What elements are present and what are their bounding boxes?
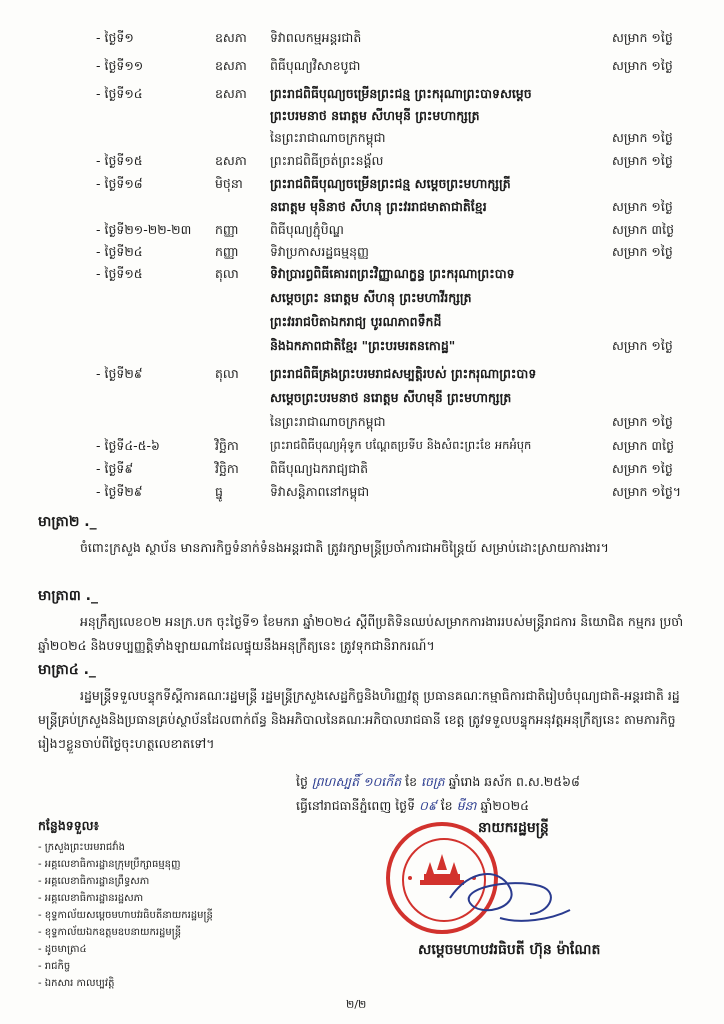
schedule-row: [0, 266, 724, 288]
recipient-item: - ខុទ្ទកាល័យឯកឧត្តមឧបនាយករដ្ឋមន្ត្រី: [38, 927, 182, 938]
place-date-prefix: ធ្វើនៅរាជធានីភ្នំពេញ ថ្ងៃទី: [296, 798, 416, 813]
place-month-handwritten: មីនា: [456, 798, 477, 813]
schedule-row: [0, 222, 724, 244]
schedule-row: [0, 484, 724, 506]
lunar-year-text: ឆ្នាំរោង ឆស័ក ព.ស.២៥៦៨: [448, 774, 580, 789]
schedule-duration: សម្រាក ៣ថ្ងៃ: [612, 222, 675, 237]
lunar-date-prefix: ថ្ងៃ: [296, 774, 308, 789]
schedule-duration: សម្រាក ១ថ្ងៃ: [612, 58, 673, 73]
schedule-description-continued: នរោត្តម មុនិនាថ សីហនុ ព្រះវររាជមាតាជាតិខ្មែរ: [270, 199, 487, 214]
article-4-heading: មាត្រា៤ ._: [38, 662, 96, 678]
schedule-month: កញ្ញា: [215, 222, 239, 237]
recipient-item: - ក្រសួងព្រះបរមរាជវាំង: [38, 842, 125, 853]
signatory-name: សម្តេចមហាបវរធិបតី ហ៊ុន ម៉ាណែត: [418, 942, 601, 958]
schedule-description: ទិវាប្រកាសរដ្ឋធម្មនុញ្ញ: [270, 244, 369, 259]
schedule-row: [0, 461, 724, 483]
schedule-month: កញ្ញា: [215, 244, 239, 259]
schedule-description: ព្រះរាជពិធីបុណ្យចម្រើនព្រះជន្ម សម្តេចព្រះមហាក្សត្រី: [270, 176, 511, 191]
schedule-day: - ថ្ងៃទី១៥: [96, 266, 143, 281]
schedule-description: ពិធីបុណ្យភ្ជុំបិណ្ឌ: [270, 222, 344, 237]
recipient-item: - ដូចមាត្រា៤: [38, 944, 87, 955]
schedule-duration: សម្រាក ១ថ្ងៃ: [612, 414, 673, 429]
schedule-row: [0, 153, 724, 175]
place-year: ឆ្នាំ២០២៤: [480, 798, 529, 813]
schedule-month: ឧសភា: [215, 86, 247, 101]
schedule-month: ធ្នូ: [215, 484, 223, 499]
schedule-day: - ថ្ងៃទី២១-២២-២៣: [96, 222, 192, 237]
schedule-description-continued: សម្តេចព្រះបរមនាថ នរោត្តម សីហមុនី ព្រះមហាក្សត្រ: [270, 390, 512, 405]
article-2-heading: មាត្រា២ ._: [38, 514, 97, 530]
place-day-handwritten: ០៩: [419, 798, 437, 813]
schedule-description: ព្រះរាជពិធីបុណ្យអុំទូក បណ្តែតប្រទីប និងសំពះព្រះខែ អកអំបុក: [270, 438, 532, 452]
schedule-month: ឧសភា: [215, 30, 247, 45]
signatory-title: នាយករដ្ឋមន្ត្រី: [478, 820, 549, 836]
schedule-row: [0, 30, 724, 52]
schedule-description-continued: នៃព្រះរាជាណាចក្រកម្ពុជា: [270, 414, 386, 429]
place-month-label: ខែ: [440, 798, 453, 813]
handwritten-signature-icon: [440, 858, 580, 938]
recipient-item: - អគ្គលេខាធិការដ្ឋានព្រឹទ្ធសភា: [38, 876, 150, 887]
schedule-description: ទិវាប្រារព្ធពិធីគោរពព្រះវិញ្ញាណក្ខន្ធ ព្រះករុណាព្រះបាទ: [270, 266, 515, 281]
recipient-item: - រាជកិច្ច: [38, 961, 71, 972]
schedule-row: [0, 438, 724, 460]
schedule-description-continued: និងឯកភាពជាតិខ្មែរ "ព្រះបរមរតនកោដ្ឋ": [270, 338, 456, 353]
article-3-heading: មាត្រា៣ ._: [38, 588, 98, 604]
schedule-row: [0, 414, 724, 436]
schedule-day: - ថ្ងៃទី១១: [96, 58, 144, 73]
place-date-line: [296, 798, 529, 817]
schedule-duration: សម្រាក ១ថ្ងៃ: [612, 461, 673, 476]
schedule-row: [0, 199, 724, 221]
article-2-text: ចំពោះក្រសួង ស្ថាប័ន មានភារកិច្ចទំនាក់ទំនងអន្តរជាតិ ត្រូវរក្សាមន្ត្រីប្រចាំការជាអចិន្ត្រៃយ៍ សម្រាប់ដោះស្រាយការងារ។: [80, 540, 609, 555]
schedule-duration: សម្រាក ១ថ្ងៃ: [612, 244, 673, 259]
schedule-day: - ថ្ងៃទី១៨: [96, 176, 143, 191]
schedule-month: វិច្ឆិកា: [215, 438, 239, 453]
recipient-item: - អគ្គលេខាធិការដ្ឋានក្រុមប្រឹក្សាធម្មនុញ្ញ: [38, 859, 181, 870]
schedule-month: តុលា: [215, 366, 239, 381]
article-3-text: អនុក្រឹត្យលេខ០២ អនក្រ.បក ចុះថ្ងៃទី១ ខែមករា ឆ្នាំ២០២៤ ស្តីពីប្រតិទិនឈប់សម្រាកការងាររបស់មន្ត្រីរាជការ និយោជិត កម្មករ ប្រចាំឆ្នាំ២០២៤ និងបទប្បញ្ញត្តិទាំងឡាយណាដែលផ្ទុយនឹងអនុក្រឹត្យនេះ ត្រូវទុកជានិរាករណ៍។: [38, 614, 684, 653]
schedule-description-continued: ព្រះបរមនាថ នរោត្តម សីហមុនី ព្រះមហាក្សត្រ: [270, 108, 480, 123]
schedule-day: - ថ្ងៃទី១៤: [96, 86, 143, 101]
schedule-month: មិថុនា: [215, 176, 243, 191]
lunar-month-label: ខែ: [405, 774, 418, 789]
schedule-day: - ថ្ងៃទី១: [96, 30, 134, 45]
schedule-description: ពិធីបុណ្យវិសាខបូជា: [270, 58, 361, 73]
schedule-row: [0, 130, 724, 152]
schedule-month: វិច្ឆិកា: [215, 461, 239, 476]
schedule-day: - ថ្ងៃទី៩: [96, 461, 134, 476]
recipient-item: - ខុទ្ទកាល័យសម្តេចមហាបវរធិបតីនាយករដ្ឋមន្ត្រី: [38, 910, 213, 921]
schedule-row: [0, 176, 724, 198]
schedule-duration: សម្រាក ៣ថ្ងៃ: [612, 438, 675, 453]
lunar-month-handwritten: ចេត្រ: [421, 774, 445, 789]
schedule-month: ឧសភា: [215, 58, 247, 73]
recipients-heading: កន្លែងទទួល៖: [38, 818, 100, 833]
schedule-month: តុលា: [215, 266, 239, 281]
schedule-day: - ថ្ងៃទី១៥: [96, 153, 143, 168]
schedule-month: ឧសភា: [215, 153, 247, 168]
schedule-duration: សម្រាក ១ថ្ងៃ: [612, 338, 673, 353]
schedule-description: ពិធីបុណ្យឯករាជ្យជាតិ: [270, 461, 369, 476]
recipient-item: - អគ្គលេខាធិការដ្ឋានរដ្ឋសភា: [38, 893, 144, 904]
schedule-description: ទិវាសន្តិភាពនៅកម្ពុជា: [270, 484, 370, 499]
schedule-duration: សម្រាក ១ថ្ងៃ។: [612, 484, 682, 499]
schedule-day: - ថ្ងៃទី២៩: [96, 366, 143, 381]
schedule-description: ព្រះរាជពិធីបុណ្យចម្រើនព្រះជន្ម ព្រះករុណាព្រះបាទសម្តេច: [270, 86, 532, 101]
schedule-duration: សម្រាក ១ថ្ងៃ: [612, 130, 673, 145]
schedule-row: [0, 338, 724, 360]
schedule-duration: សម្រាក ១ថ្ងៃ: [612, 199, 673, 214]
schedule-day: - ថ្ងៃទី២៩: [96, 484, 143, 499]
schedule-description: ព្រះរាជពិធីគ្រងព្រះបរមរាជសម្បត្តិរបស់ ព្រះករុណាព្រះបាទ: [270, 366, 537, 381]
recipient-item: - ឯកសារ កាលប្បវត្តិ: [38, 978, 115, 989]
lunar-date-line: [296, 774, 580, 793]
schedule-row: [0, 86, 724, 108]
schedule-row: [0, 366, 724, 388]
schedule-row: [0, 58, 724, 80]
schedule-description: ព្រះរាជពិធីច្រត់ព្រះនង្គ័ល: [270, 153, 384, 168]
schedule-description-continued: ព្រះវររាជបិតាឯករាជ្យ បូរណភាពទឹកដី: [270, 314, 442, 329]
article-4-text: រដ្ឋមន្ត្រីទទួលបន្ទុកទីស្តីការគណៈរដ្ឋមន្ត្រី រដ្ឋមន្ត្រីក្រសួងសេដ្ឋកិច្ចនិងហិរញ្ញវត្ថុ ប្រធានគណៈកម្មាធិការជាតិរៀបចំបុណ្យជាតិ-អន្តរជាតិ រដ្ឋមន្ត្រីគ្រប់ក្រសួងនិងប្រធានគ្រប់ស្ថាប័នដែលពាក់ព័ន្ធ និងអភិបាលនៃគណៈអភិបាលរាជធានី ខេត្ត ត្រូវទទួលបន្ទុកអនុវត្តអនុក្រឹត្យនេះ តាមភារកិច្ចរៀងៗខ្លួនចាប់ពីថ្ងៃចុះហត្ថលេខាតទៅ។: [38, 688, 680, 751]
schedule-duration: សម្រាក ១ថ្ងៃ: [612, 30, 673, 45]
schedule-description-continued: សម្តេចព្រះ នរោត្តម សីហនុ ព្រះមហាវីរក្សត្រ: [270, 290, 472, 305]
schedule-duration: សម្រាក ១ថ្ងៃ: [612, 153, 673, 168]
page-number: ២/២: [346, 998, 367, 1011]
schedule-description: ទិវាពលកម្មអន្តរជាតិ: [270, 30, 362, 45]
schedule-day: - ថ្ងៃទី៤-៥-៦: [96, 438, 160, 453]
schedule-description-continued: នៃព្រះរាជាណាចក្រកម្ពុជា: [270, 130, 386, 145]
schedule-row: [0, 244, 724, 266]
schedule-day: - ថ្ងៃទី២៤: [96, 244, 143, 259]
lunar-date-handwritten: ព្រហស្បតិ៍ ១០កើត: [311, 774, 402, 789]
